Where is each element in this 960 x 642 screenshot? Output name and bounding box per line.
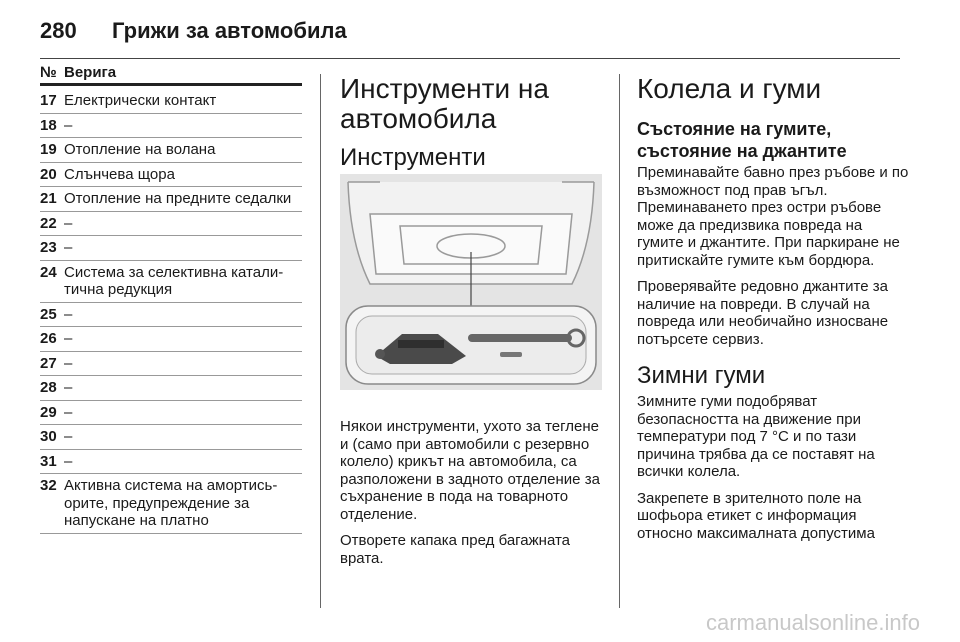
fuse-number: 20 (40, 165, 57, 183)
fuse-circuit: – (64, 379, 73, 396)
fuse-circuit: – (64, 428, 73, 445)
section-subheading: Инструменти (340, 144, 486, 171)
fuse-circuit: – (64, 239, 73, 256)
fuse-circuit: – (64, 305, 73, 323)
fuse-circuit: – (64, 116, 73, 134)
table-row (40, 352, 302, 377)
fuse-number: 31 (40, 452, 57, 470)
watermark: carmanualsonline.info (705, 610, 920, 635)
table-row (40, 236, 302, 261)
table-row (40, 114, 302, 139)
fuse-circuit: Отопление на предните седалки (64, 190, 292, 207)
header-divider (40, 58, 900, 59)
tools-paragraph: Отворете капака пред багажната врата. (340, 532, 571, 567)
fuse-number: 22 (40, 214, 57, 232)
table-row (40, 303, 302, 328)
table-row (40, 474, 302, 534)
fuse-circuit: Отопление на волана (64, 141, 216, 158)
column-divider (320, 74, 321, 608)
fuse-circuit: Слънчева щора (64, 165, 175, 183)
tools-illustration (340, 174, 602, 390)
fuse-number: 26 (40, 330, 57, 347)
column-circuit-header: Верига (64, 64, 117, 81)
fuse-number: 17 (40, 92, 57, 109)
storage-tray-drawing (346, 306, 596, 384)
fuse-circuit: Активна система на амортись‐ орите, предупреждение за напускане на платно (64, 477, 278, 529)
wheels-tyres-section (637, 74, 909, 542)
fuse-number: 27 (40, 354, 57, 372)
fuse-number: 32 (40, 477, 57, 494)
fuse-table (40, 64, 302, 534)
subsection-heading: Зимни гуми (637, 362, 766, 389)
fuse-number: 28 (40, 379, 57, 396)
table-row (40, 89, 302, 114)
fuse-circuit: – (64, 354, 73, 372)
table-row (40, 212, 302, 237)
fuse-number: 19 (40, 141, 57, 158)
fuse-number: 24 (40, 263, 57, 281)
table-row (40, 138, 302, 163)
winter-tyre-paragraph: Закрепете в зрителното поле на шофьора етикет с информация относно максималната допустима (637, 489, 875, 542)
tyre-paragraph: Проверявайте редовно джантите за наличие на повреди. В случай на повреда или необичайно износване потърсете сервиз. (637, 278, 889, 348)
tyre-paragraph: Преминавайте бавно през ръбове и по възможност под прав ъгъл. Преминаването през остри ръбове може да предизвика повреда на гумите и джантите. При паркиране не притискайте гумите към бордюра. (637, 164, 909, 269)
table-row (40, 401, 302, 426)
fuse-table-header (40, 64, 302, 83)
table-row (40, 261, 302, 303)
subsection-heading: Състояние на гумите, състояние на джантите (637, 119, 847, 161)
column-divider (619, 74, 620, 608)
table-row (40, 425, 302, 450)
fuse-number: 30 (40, 428, 57, 445)
fuse-number: 29 (40, 403, 57, 421)
tools-paragraph: Някои инструменти, ухото за теглене и (само при автомобили с резервно колело) крикът на автомобила, са разположени в задното отделение за съхранение в пода на товарното отделение. (340, 418, 600, 523)
fuse-table-body (40, 89, 302, 534)
fuse-number: 25 (40, 305, 57, 323)
fuse-number: 18 (40, 116, 57, 134)
section-heading: Инструменти на автомобила (340, 73, 549, 134)
page-title: Грижи за автомобила (112, 18, 347, 43)
table-row (40, 376, 302, 401)
table-row (40, 450, 302, 475)
winter-tyre-paragraph: Зимните гуми подобряват безопасността на движение при температури под 7 °C и по тази причина трябва да се поставят на всички колела. (637, 393, 875, 480)
page-number: 280 (40, 18, 77, 43)
fuse-number: 23 (40, 239, 57, 256)
fuse-circuit: – (64, 403, 73, 421)
page-header (40, 12, 900, 52)
table-row (40, 187, 302, 212)
table-header-rule (40, 83, 302, 86)
fuse-circuit: – (64, 452, 73, 470)
fuse-number: 21 (40, 190, 57, 207)
table-row (40, 327, 302, 352)
fuse-circuit: – (64, 214, 73, 232)
column-number-header: № (40, 64, 57, 81)
fuse-circuit: Електрически контакт (64, 92, 217, 109)
towing-eye-icon (500, 352, 522, 357)
fuse-circuit: – (64, 330, 73, 347)
section-heading: Колела и гуми (637, 73, 822, 104)
fuse-circuit: Система за селективна катали‐ тична редукция (64, 263, 284, 298)
table-row (40, 163, 302, 188)
